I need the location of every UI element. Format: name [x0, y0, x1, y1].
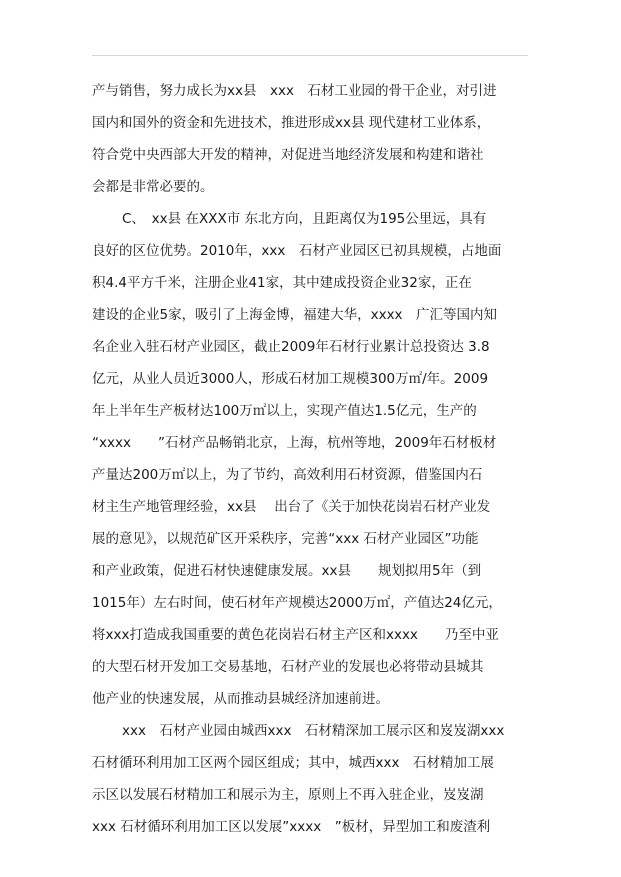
- text-line: 名企业入驻石材产业园区，截止2009年石材行业累计总投资达 3.8: [92, 339, 490, 355]
- text-line: C、 xx县 在XXX市 东北方向，且距离仅为195公里远，具有: [122, 211, 487, 227]
- text-line: 的大型石材开发加工交易基地，石材产业的发展也必将带动县城其: [92, 659, 484, 675]
- text-line: 会都是非常必要的。: [92, 179, 214, 195]
- text-line: 国内和国外的资金和先进技术，推进形成xx县 现代建材工业体系，: [92, 115, 491, 131]
- text-line: 亿元，从业人员近3000人，形成石材加工规模300万㎡/年。2009: [92, 371, 489, 387]
- text-line: xxx 石材循环利用加工区以发展”xxxx ”板材，异型加工和废渣利: [92, 819, 491, 835]
- text-line: xxx 石材产业园由城西xxx 石材精深加工展示区和岌岌湖xxx: [122, 723, 505, 739]
- text-line: 1015年）左右时间，使石材年产规模达2000万㎡，产值达24亿元，: [92, 595, 502, 611]
- text-line: 示区以发展石材精加工和展示为主，原则上不再入驻企业，岌岌湖: [92, 787, 484, 803]
- header-rule: [92, 55, 528, 56]
- text-line: 积4.4平方千米，注册企业41家，其中建成投资企业32家，正在: [92, 275, 472, 291]
- text-line: 符合党中央西部大开发的精神，对促进当地经济发展和构建和谐社: [92, 147, 484, 163]
- text-line: 产量达200万㎡以上，为了节约，高效利用石材资源，借鉴国内石: [92, 467, 483, 483]
- text-line: 将xxx打造成我国重要的黄色花岗岩石材主产区和xxxx 乃至中亚: [92, 627, 499, 643]
- body-text: [92, 75, 532, 843]
- text-line: 材主生产地管理经验，xx县 出台了《关于加快花岗岩石材产业发: [92, 499, 491, 515]
- text-line: “xxxx ”石材产品畅销北京，上海，杭州等地，2009年石材板材: [92, 435, 497, 451]
- text-line: 建设的企业5家，吸引了上海金博，福建大华，xxxx 广汇等国内知: [92, 307, 498, 323]
- text-line: 和产业政策，促进石材快速健康发展。xx县 规划拟用5年（到: [92, 563, 482, 579]
- text-line: 他产业的快速发展，从而推动县城经济加速前进。: [92, 691, 389, 707]
- text-line: 产与销售，努力成长为xx县 xxx 石材工业园的骨干企业，对引进: [92, 83, 497, 99]
- text-line: 良好的区位优势。2010年，xxx 石材产业园区已初具规模，占地面: [92, 243, 502, 259]
- text-line: 年上半年生产板材达100万㎡以上，实现产值达1.5亿元，生产的: [92, 403, 477, 419]
- text-line: 石材循环利用加工区两个园区组成；其中，城西xxx 石材精加工展: [92, 755, 494, 771]
- text-line: 展的意见》，以规范矿区开采秩序，完善“xxx 石材产业园区”功能: [92, 531, 479, 547]
